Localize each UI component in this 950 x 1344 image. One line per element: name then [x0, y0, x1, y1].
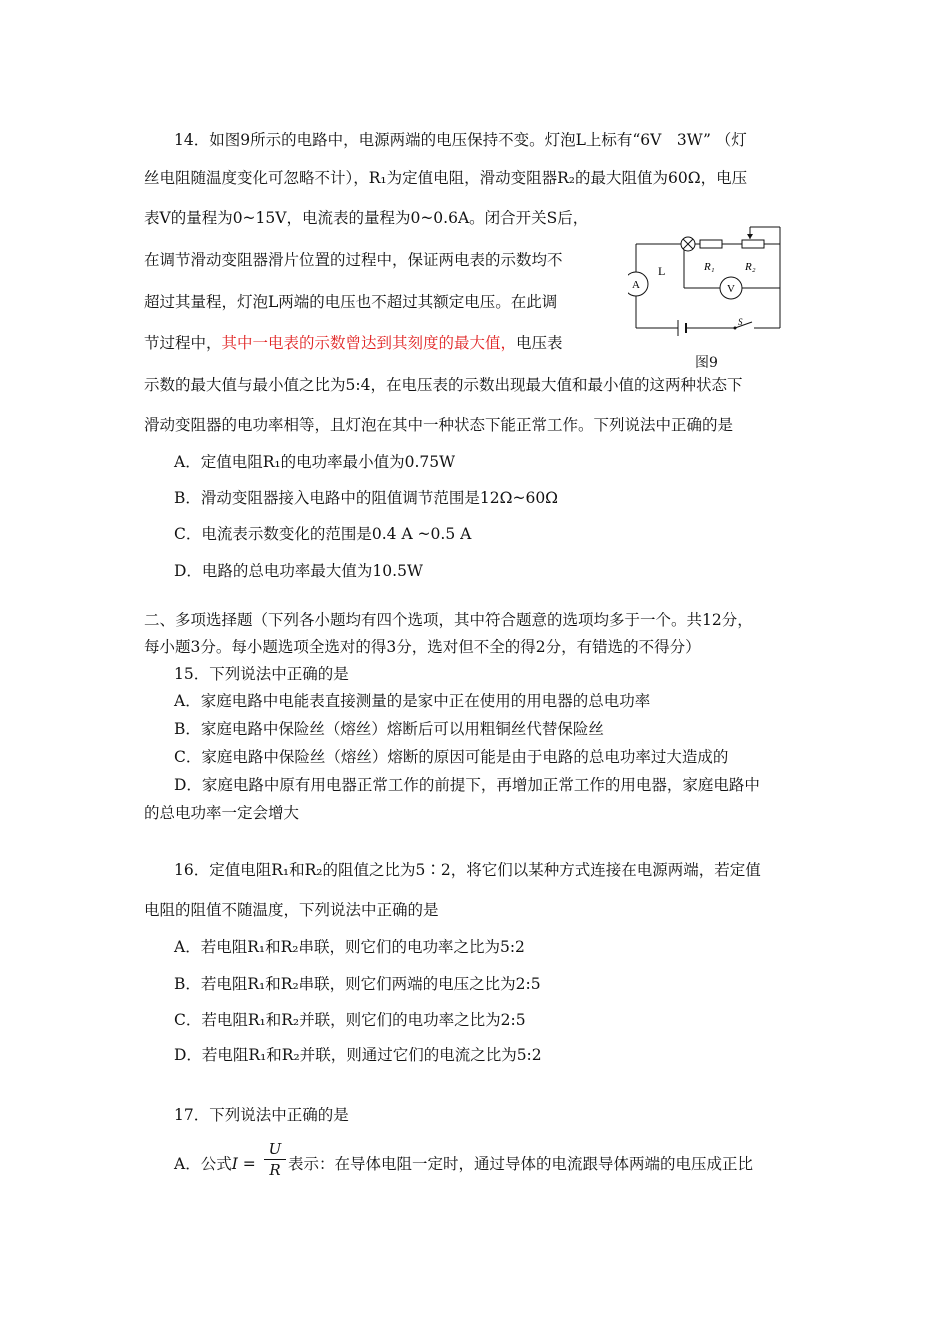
formula-denominator: R — [269, 1161, 281, 1179]
battery-symbol — [678, 320, 686, 336]
q17-stem: 17．下列说法中正确的是 — [174, 1106, 349, 1124]
ammeter-symbol — [628, 272, 648, 296]
q17-option-a-text: 表示：在导体电阻一定时，通过导体的电流跟导体两端的电压成正比 — [288, 1155, 754, 1173]
q17-option-a-prefix — [174, 1154, 256, 1174]
voltmeter-symbol — [720, 277, 742, 299]
q15-option-b: B．家庭电路中保险丝（熔丝）熔断后可以用粗铜丝代替保险丝 — [174, 720, 604, 738]
q16-option-c: C．若电阻R₁和R₂并联，则它们的电功率之比为2:5 — [174, 1011, 526, 1029]
switch-symbol — [734, 317, 753, 330]
q14-option-a: A．定值电阻R₁的电功率最小值为0.75W — [174, 453, 456, 471]
lamp-symbol — [681, 237, 695, 251]
q16-option-d: D．若电阻R₁和R₂并联，则通过它们的电流之比为5:2 — [174, 1046, 542, 1064]
lamp-label: L — [658, 264, 666, 278]
q14-highlight-text: 其中一电表的示数曾达到其刻度的最大值， — [221, 334, 517, 352]
q14-line-1: 14．如图9所示的电路中，电源两端的电压保持不变。灯泡L上标有“6V 3W” （灯 — [174, 131, 747, 149]
resistor-r2-symbol — [742, 240, 764, 248]
q14-line-3: 表V的量程为0~15V，电流表的量程为0~0.6A。闭合开关S后， — [144, 209, 589, 227]
formula-fraction — [264, 1140, 286, 1179]
resistor-r1-symbol — [700, 240, 722, 248]
q15-stem: 15．下列说法中正确的是 — [174, 665, 349, 683]
slider-arrow-icon — [747, 234, 753, 239]
q15-option-d: D．家庭电路中原有用电器正常工作的前提下，再增加正常工作的用电器，家庭电路中 — [174, 776, 760, 794]
q15-option-d-cont: 的总电功率一定会增大 — [144, 804, 300, 822]
switch-label: S — [738, 317, 743, 327]
q17-option-a-label: A．公式 — [174, 1155, 232, 1173]
q16-line-1: 16．定值电阻R₁和R₂的阻值之比为5∶2，将它们以某种方式连接在电源两端，若定值 — [174, 861, 761, 879]
fraction-bar — [264, 1159, 286, 1160]
q14-line-6 — [144, 333, 563, 353]
r1-label: R₁ — [704, 261, 715, 273]
q14-line-6-suffix: 电压表 — [516, 334, 563, 352]
q14-line-2: 丝电阻随温度变化可忽略不计），R₁为定值电阻，滑动变阻器R₂的最大阻值为60Ω，电压 — [144, 169, 748, 187]
r2-label: R₂ — [745, 261, 756, 273]
q14-line-5: 超过其量程，灯泡L两端的电压也不超过其额定电压。在此调 — [144, 293, 558, 311]
q14-line-8: 滑动变阻器的电功率相等，且灯泡在其中一种状态下能正常工作。下列说法中正确的是 — [144, 416, 734, 434]
formula-numerator: U — [268, 1140, 282, 1158]
q16-option-a: A．若电阻R₁和R₂串联，则它们的电功率之比为5:2 — [174, 938, 525, 956]
q15-option-c: C．家庭电路中保险丝（熔丝）熔断的原因可能是由于电路的总电功率过大造成的 — [174, 748, 729, 766]
ammeter-label: A — [632, 279, 640, 291]
q15-option-a: A．家庭电路中电能表直接测量的是家中正在使用的用电器的总电功率 — [174, 692, 651, 710]
q16-option-b: B．若电阻R₁和R₂串联，则它们两端的电压之比为2:5 — [174, 975, 541, 993]
q16-line-2: 电阻的阻值不随温度，下列说法中正确的是 — [144, 901, 439, 919]
q14-line-7: 示数的最大值与最小值之比为5:4，在电压表的示数出现最大值和最小值的这两种状态下 — [144, 376, 743, 394]
figure-caption: 图9 — [695, 355, 718, 371]
q14-option-d: D．电路的总电功率最大值为10.5W — [174, 562, 423, 580]
circuit-diagram — [628, 222, 786, 340]
voltmeter-label: V — [727, 283, 735, 295]
q14-line-4: 在调节滑动变阻器滑片位置的过程中，保证两电表的示数均不 — [144, 251, 563, 269]
q14-line-6-prefix: 节过程中， — [144, 334, 222, 352]
formula-lhs: I = — [231, 1155, 256, 1173]
q14-option-b: B．滑动变阻器接入电路中的阻值调节范围是12Ω~60Ω — [174, 489, 559, 507]
section-2-heading: 二、多项选择题（下列各小题均有四个选项，其中符合题意的选项均多于一个。共12分， — [144, 611, 753, 629]
q14-option-c: C．电流表示数变化的范围是0.4 A ~0.5 A — [174, 525, 472, 543]
section-2-heading-cont: 每小题3分。每小题选项全选对的得3分，选对但不全的得2分，有错选的不得分） — [144, 638, 701, 656]
